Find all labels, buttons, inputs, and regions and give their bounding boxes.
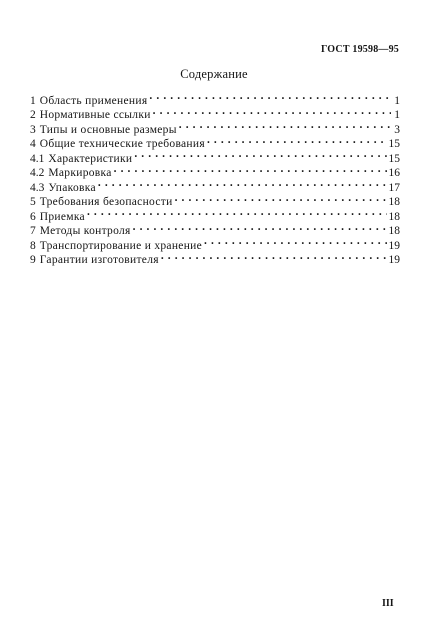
toc-entry-number: 6 bbox=[30, 210, 36, 223]
toc-entry-page: 3 bbox=[394, 123, 400, 136]
toc-entry-title: Гарантии изготовителя bbox=[39, 254, 159, 266]
toc-dot-leader bbox=[204, 234, 386, 249]
toc-entry-number: 4 bbox=[30, 138, 36, 150]
toc-entry-page: 19 bbox=[388, 254, 400, 266]
toc-entry-page: 16 bbox=[388, 167, 400, 179]
toc-entry-number: 8 bbox=[30, 239, 36, 252]
toc-dot-leader bbox=[134, 147, 386, 162]
table-of-contents bbox=[30, 89, 400, 266]
page-number: III bbox=[382, 598, 394, 609]
toc-dot-leader bbox=[114, 162, 387, 177]
toc-entry-page: 15 bbox=[388, 152, 400, 165]
toc-entry-page: 18 bbox=[388, 210, 400, 223]
toc-entry-number: 1 bbox=[30, 94, 36, 107]
toc-entry-title: Общие технические требования bbox=[39, 138, 205, 150]
toc-entry-title: Требования безопасности bbox=[39, 196, 173, 208]
toc-entry-number: 2 bbox=[30, 109, 36, 121]
toc-dot-leader bbox=[207, 133, 387, 148]
toc-entry-title: Нормативные ссылки bbox=[39, 109, 151, 121]
toc-entry-page: 18 bbox=[388, 225, 400, 237]
toc-entry-title: Транспортирование и хранение bbox=[39, 239, 203, 252]
toc-title: Содержание bbox=[180, 67, 248, 81]
toc-entry-number: 5 bbox=[30, 196, 36, 208]
toc-dot-leader bbox=[153, 104, 391, 119]
toc-entry-page: 17 bbox=[388, 181, 400, 194]
toc-dot-leader bbox=[98, 176, 387, 191]
toc-entry-number: 4.3 bbox=[30, 181, 45, 194]
toc-dot-leader bbox=[179, 118, 391, 133]
toc-dot-leader bbox=[161, 249, 387, 264]
toc-entry-number: 3 bbox=[30, 123, 36, 136]
document-code: ГОСТ 19598—95 bbox=[320, 44, 399, 55]
toc-entry[interactable] bbox=[30, 89, 400, 107]
toc-dot-leader bbox=[149, 89, 391, 104]
toc-entry-page: 1 bbox=[394, 94, 400, 107]
toc-entry-title: Типы и основные размеры bbox=[39, 123, 177, 136]
toc-entry-number: 4.1 bbox=[30, 152, 45, 165]
toc-entry-title: Характеристики bbox=[48, 152, 133, 165]
toc-entry-title: Упаковка bbox=[48, 181, 96, 194]
toc-entry[interactable] bbox=[30, 220, 400, 235]
toc-dot-leader bbox=[175, 191, 387, 206]
toc-entry-title: Приемка bbox=[39, 210, 85, 223]
toc-entry-title: Маркировка bbox=[48, 167, 112, 179]
toc-entry-title: Методы контроля bbox=[39, 225, 131, 237]
toc-entry-number: 4.2 bbox=[30, 167, 45, 179]
toc-entry-page: 1 bbox=[394, 109, 400, 121]
toc-entry-number: 9 bbox=[30, 254, 36, 266]
toc-entry-page: 15 bbox=[388, 138, 400, 150]
toc-entry-title: Область применения bbox=[39, 94, 148, 107]
toc-entry-number: 7 bbox=[30, 225, 36, 237]
toc-entry-page: 18 bbox=[388, 196, 400, 208]
toc-dot-leader bbox=[133, 220, 387, 235]
toc-dot-leader bbox=[87, 205, 387, 220]
toc-entry-page: 19 bbox=[388, 239, 400, 252]
